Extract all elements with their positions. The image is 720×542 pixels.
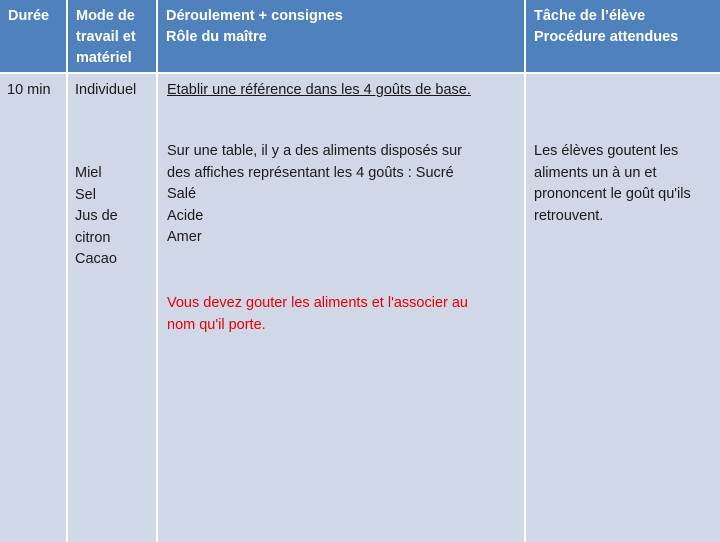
material-item: Cacao xyxy=(75,251,117,267)
student-task xyxy=(534,141,691,227)
duration-text: 10 min xyxy=(7,82,51,98)
activity-title: Etablir une référence dans les 4 goûts de base. xyxy=(167,82,471,98)
material-item: Jus de xyxy=(75,208,118,224)
task-line: retrouvent. xyxy=(534,207,604,224)
instruction xyxy=(167,293,468,336)
description-line: Acide xyxy=(167,207,204,224)
header-duree xyxy=(0,0,66,72)
instruction-line: Vous devez gouter les aliments et l'associer au xyxy=(167,295,468,311)
cell-deroulement xyxy=(158,74,524,542)
header-text: Procédure attendues xyxy=(534,29,679,45)
header-text: Rôle du maître xyxy=(166,29,267,45)
header-text: matériel xyxy=(76,50,132,66)
task-line: prononcent le goût qu'ils xyxy=(534,186,691,202)
material-item: citron xyxy=(75,229,111,246)
cell-mode xyxy=(68,74,156,542)
header-text: travail et xyxy=(76,29,136,45)
header-mode xyxy=(68,0,156,72)
mode-text: Individuel xyxy=(75,82,137,98)
header-tache xyxy=(526,0,720,72)
description-line: des affiches représentant les 4 goûts : Sucré xyxy=(167,164,454,181)
description-line: Sur une table, il y a des aliments disposés sur xyxy=(167,143,462,159)
task-line: Les élèves goutent les xyxy=(534,143,679,159)
material-item: Sel xyxy=(75,186,96,203)
header-deroulement xyxy=(158,0,524,72)
cell-duration xyxy=(0,74,66,542)
description-line: Amer xyxy=(167,229,202,245)
materials-list xyxy=(75,163,118,271)
cell-tache xyxy=(526,74,720,542)
task-line: aliments un à un et xyxy=(534,164,657,181)
instruction-line: nom qu'il porte. xyxy=(167,316,266,333)
activity-description xyxy=(167,141,462,249)
header-text: Déroulement + consignes xyxy=(166,8,343,24)
description-line: Salé xyxy=(167,186,197,202)
header-text: Tâche de l’élève xyxy=(534,8,646,24)
material-item: Miel xyxy=(75,165,102,181)
header-text: Durée xyxy=(8,8,50,24)
header-text: Mode de xyxy=(76,8,135,24)
